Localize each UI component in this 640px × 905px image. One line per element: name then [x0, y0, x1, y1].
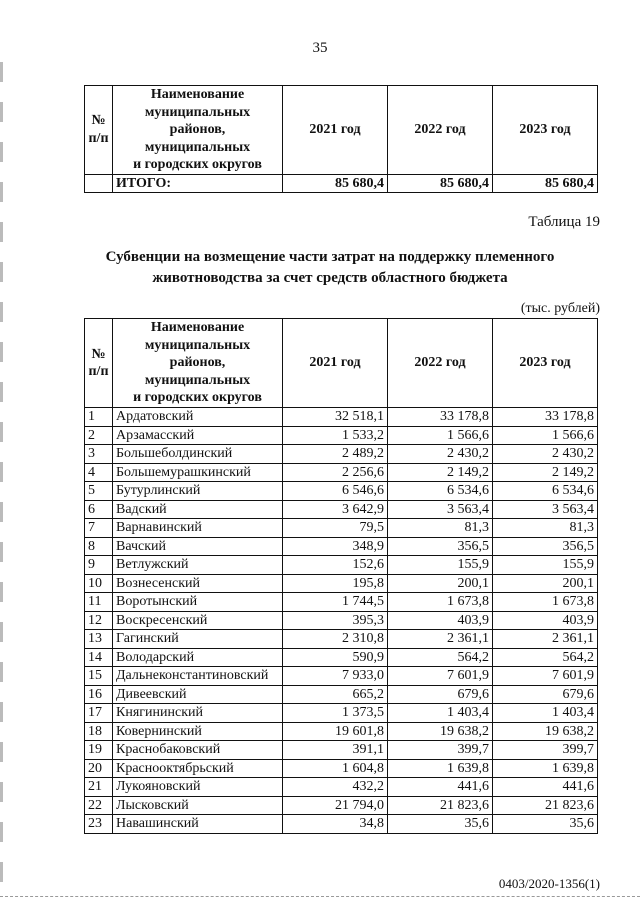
value-2023: 403,9 — [493, 611, 598, 630]
header-year-2022: 2022 год — [388, 86, 493, 175]
row-number: 14 — [85, 648, 113, 667]
row-number: 1 — [85, 408, 113, 427]
value-2022: 1 566,6 — [388, 426, 493, 445]
value-2021: 3 642,9 — [283, 500, 388, 519]
document-code: 0403/2020-1356(1) — [498, 876, 600, 891]
header-name-line: районов, — [169, 122, 226, 137]
value-2021: 21 794,0 — [283, 796, 388, 815]
value-2022: 564,2 — [388, 648, 493, 667]
value-2021: 395,3 — [283, 611, 388, 630]
table-row — [85, 722, 598, 741]
header-name-line: районов, — [169, 355, 226, 371]
value-2022: 7 601,9 — [388, 667, 493, 686]
total-2021: 85 680,4 — [283, 174, 388, 193]
value-2023: 6 534,6 — [493, 482, 598, 501]
value-2021: 7 933,0 — [283, 667, 388, 686]
district-name: Володарский — [113, 648, 283, 667]
value-2022: 35,6 — [388, 815, 493, 834]
header-name-line: муниципальных — [144, 372, 251, 388]
header-name-line: муниципальных — [144, 104, 251, 120]
table-label: Таблица 19 — [528, 214, 600, 230]
total-row — [85, 174, 598, 193]
table-row — [85, 778, 598, 797]
row-number: 9 — [85, 556, 113, 575]
table-body — [85, 408, 598, 834]
row-number: 21 — [85, 778, 113, 797]
value-2021: 1 744,5 — [283, 593, 388, 612]
value-2021: 79,5 — [283, 519, 388, 538]
header-name-line: муниципальных — [144, 337, 251, 353]
table-row — [85, 593, 598, 612]
row-number: 16 — [85, 685, 113, 704]
value-2022: 399,7 — [388, 741, 493, 760]
district-name: Вознесенский — [113, 574, 283, 593]
value-2022: 356,5 — [388, 537, 493, 556]
value-2021: 2 310,8 — [283, 630, 388, 649]
header-name-line: и городских округов — [133, 390, 262, 406]
value-2021: 152,6 — [283, 556, 388, 575]
value-2023: 19 638,2 — [493, 722, 598, 741]
header-year-2021: 2021 год — [283, 86, 388, 175]
row-number: 19 — [85, 741, 113, 760]
row-number: 10 — [85, 574, 113, 593]
table-row — [85, 704, 598, 723]
table-row — [85, 519, 598, 538]
value-2021: 32 518,1 — [283, 408, 388, 427]
district-name: Вачский — [113, 537, 283, 556]
row-number: 18 — [85, 722, 113, 741]
district-name: Ветлужский — [113, 556, 283, 575]
district-name: Ардатовский — [113, 408, 283, 427]
district-name: Варнавинский — [113, 519, 283, 538]
district-name: Дальнеконстантиновский — [113, 667, 283, 686]
header-name-line: Наименование — [150, 320, 245, 336]
total-label: ИТОГО: — [113, 174, 283, 193]
table-row — [85, 445, 598, 464]
page-number: 35 — [312, 40, 328, 56]
table-row — [85, 667, 598, 686]
district-name: Большемурашкинский — [113, 463, 283, 482]
table-continuation — [84, 85, 598, 193]
value-2023: 399,7 — [493, 741, 598, 760]
district-name: Гагинский — [113, 630, 283, 649]
value-2022: 2 361,1 — [388, 630, 493, 649]
row-number: 5 — [85, 482, 113, 501]
value-2022: 1 673,8 — [388, 593, 493, 612]
value-2023: 2 149,2 — [493, 463, 598, 482]
value-2023: 155,9 — [493, 556, 598, 575]
district-name: Арзамасский — [113, 426, 283, 445]
table-row — [85, 685, 598, 704]
value-2021: 665,2 — [283, 685, 388, 704]
value-2021: 1 373,5 — [283, 704, 388, 723]
district-name: Дивеевский — [113, 685, 283, 704]
value-2021: 195,8 — [283, 574, 388, 593]
value-2022: 2 430,2 — [388, 445, 493, 464]
value-2021: 6 546,6 — [283, 482, 388, 501]
row-number: 17 — [85, 704, 113, 723]
row-number: 6 — [85, 500, 113, 519]
row-number: 2 — [85, 426, 113, 445]
value-2023: 1 673,8 — [493, 593, 598, 612]
table-row — [85, 537, 598, 556]
value-2021: 1 604,8 — [283, 759, 388, 778]
header-year-2021: 2021 год — [283, 319, 388, 408]
table-row — [85, 759, 598, 778]
row-number: 8 — [85, 537, 113, 556]
value-2022: 403,9 — [388, 611, 493, 630]
table-row — [85, 611, 598, 630]
header-year-2022: 2022 год — [388, 319, 493, 408]
value-2023: 441,6 — [493, 778, 598, 797]
value-2022: 19 638,2 — [388, 722, 493, 741]
district-name: Ковернинский — [113, 722, 283, 741]
title-line: животноводства за счет средств областного бюджета — [152, 270, 508, 286]
table-row — [85, 796, 598, 815]
value-2022: 21 823,6 — [388, 796, 493, 815]
value-2021: 432,2 — [283, 778, 388, 797]
header-name — [113, 86, 283, 175]
value-2023: 1 566,6 — [493, 426, 598, 445]
value-2022: 200,1 — [388, 574, 493, 593]
value-2023: 1 403,4 — [493, 704, 598, 723]
value-2022: 3 563,4 — [388, 500, 493, 519]
value-2023: 81,3 — [493, 519, 598, 538]
value-2022: 2 149,2 — [388, 463, 493, 482]
value-2022: 679,6 — [388, 685, 493, 704]
value-2022: 81,3 — [388, 519, 493, 538]
value-2023: 3 563,4 — [493, 500, 598, 519]
district-name: Лукояновский — [113, 778, 283, 797]
header-year-2023: 2023 год — [493, 319, 598, 408]
table-title — [60, 247, 600, 289]
value-2023: 33 178,8 — [493, 408, 598, 427]
value-2023: 200,1 — [493, 574, 598, 593]
value-2021: 348,9 — [283, 537, 388, 556]
value-2023: 356,5 — [493, 537, 598, 556]
table-row — [85, 630, 598, 649]
table-row — [85, 500, 598, 519]
table-row — [85, 648, 598, 667]
value-2023: 564,2 — [493, 648, 598, 667]
header-name — [113, 319, 283, 408]
value-2022: 155,9 — [388, 556, 493, 575]
table-row — [85, 574, 598, 593]
table-row — [85, 426, 598, 445]
header-year-2023: 2023 год — [493, 86, 598, 175]
table-row — [85, 408, 598, 427]
row-number: 22 — [85, 796, 113, 815]
title-line: Субвенции на возмещение части затрат на поддержку племенного — [105, 249, 555, 265]
scan-bottom-line — [0, 896, 640, 898]
total-2022: 85 680,4 — [388, 174, 493, 193]
row-number: 12 — [85, 611, 113, 630]
district-name: Краснооктябрьский — [113, 759, 283, 778]
row-number: 13 — [85, 630, 113, 649]
total-2023: 85 680,4 — [493, 174, 598, 193]
table-row — [85, 815, 598, 834]
value-2023: 35,6 — [493, 815, 598, 834]
value-2023: 2 430,2 — [493, 445, 598, 464]
value-2021: 1 533,2 — [283, 426, 388, 445]
header-number: № п/п — [85, 319, 113, 408]
header-name-line: муниципальных — [144, 139, 251, 155]
table-row — [85, 556, 598, 575]
total-number-cell — [85, 174, 113, 193]
table-row — [85, 482, 598, 501]
value-2023: 21 823,6 — [493, 796, 598, 815]
row-number: 23 — [85, 815, 113, 834]
district-name: Лысковский — [113, 796, 283, 815]
row-number: 15 — [85, 667, 113, 686]
table-row — [85, 463, 598, 482]
subsidy-table — [84, 318, 598, 834]
value-2021: 34,8 — [283, 815, 388, 834]
value-2022: 1 403,4 — [388, 704, 493, 723]
district-name: Большеболдинский — [113, 445, 283, 464]
value-2023: 7 601,9 — [493, 667, 598, 686]
value-2023: 2 361,1 — [493, 630, 598, 649]
value-2021: 391,1 — [283, 741, 388, 760]
district-name: Воскресенский — [113, 611, 283, 630]
unit-label: (тыс. рублей) — [520, 301, 600, 316]
row-number: 4 — [85, 463, 113, 482]
district-name: Воротынский — [113, 593, 283, 612]
table1-header-row — [85, 86, 598, 175]
value-2023: 679,6 — [493, 685, 598, 704]
value-2021: 590,9 — [283, 648, 388, 667]
header-name-line: и городских округов — [133, 157, 262, 172]
district-name: Навашинский — [113, 815, 283, 834]
value-2021: 19 601,8 — [283, 722, 388, 741]
value-2022: 33 178,8 — [388, 408, 493, 427]
district-name: Краснобаковский — [113, 741, 283, 760]
value-2021: 2 489,2 — [283, 445, 388, 464]
district-name: Вадский — [113, 500, 283, 519]
value-2022: 1 639,8 — [388, 759, 493, 778]
value-2021: 2 256,6 — [283, 463, 388, 482]
row-number: 11 — [85, 593, 113, 612]
header-number: № п/п — [85, 86, 113, 175]
district-name: Княгининский — [113, 704, 283, 723]
row-number: 3 — [85, 445, 113, 464]
value-2022: 441,6 — [388, 778, 493, 797]
table2-header-row — [85, 319, 598, 408]
scan-edge-marks — [0, 62, 3, 882]
row-number: 7 — [85, 519, 113, 538]
row-number: 20 — [85, 759, 113, 778]
value-2023: 1 639,8 — [493, 759, 598, 778]
value-2022: 6 534,6 — [388, 482, 493, 501]
table-row — [85, 741, 598, 760]
district-name: Бутурлинский — [113, 482, 283, 501]
header-name-line: Наименование — [150, 87, 245, 102]
